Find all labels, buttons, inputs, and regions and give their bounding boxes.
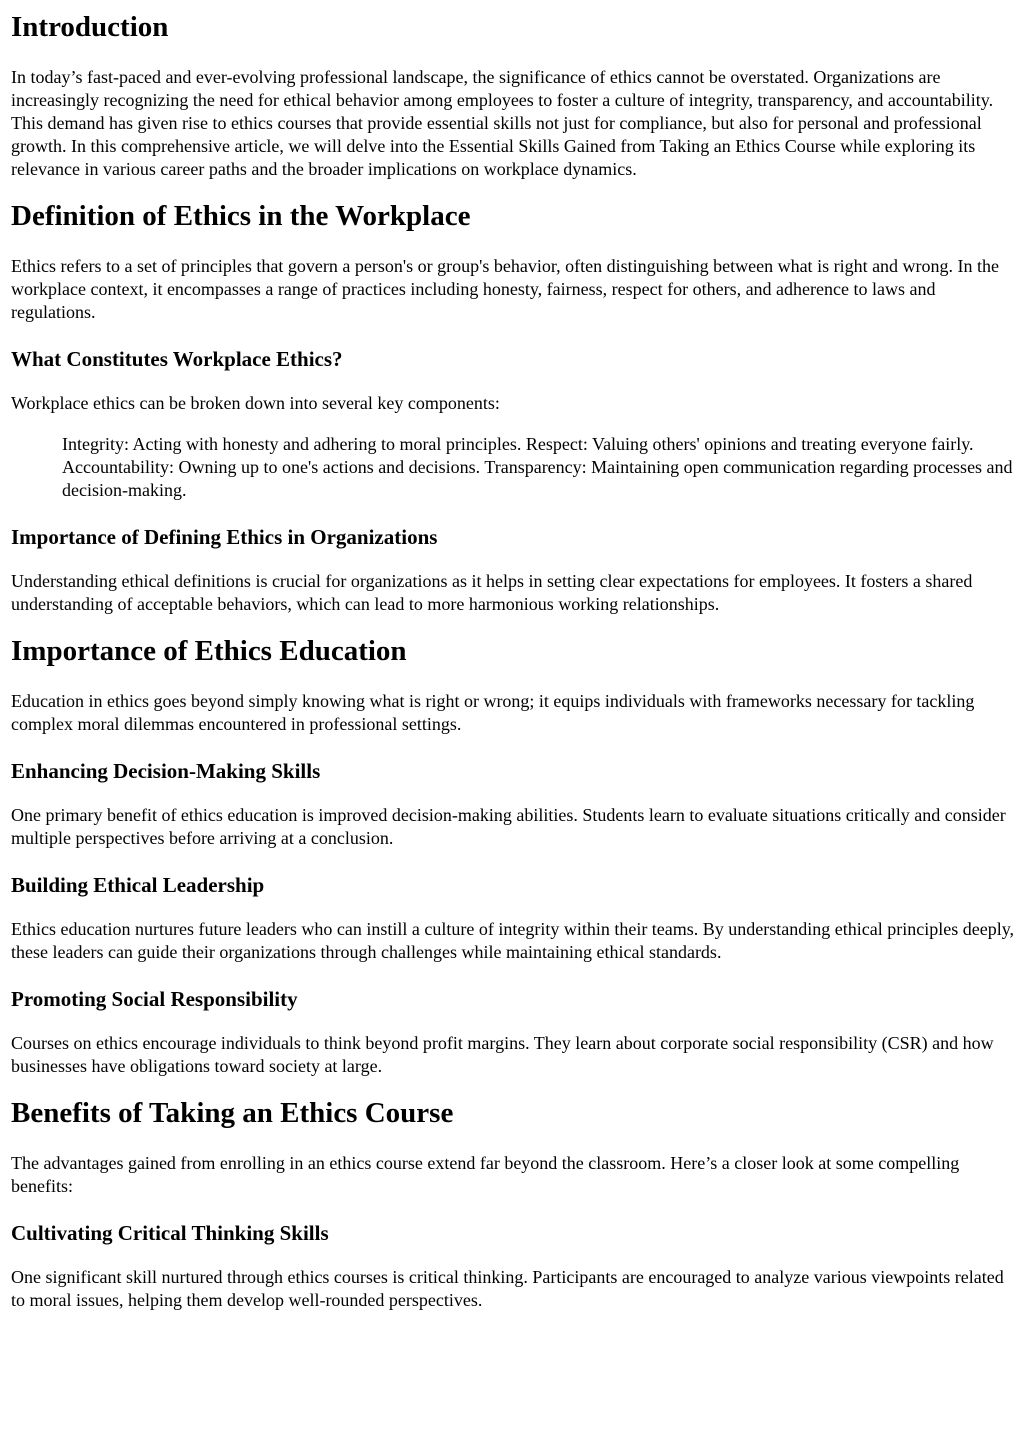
subheading-decision-making: Enhancing Decision-Making Skills	[11, 759, 321, 783]
section-heading-definition: Definition of Ethics in the Workplace	[11, 200, 471, 232]
workplace-ethics-components: Integrity: Acting with honesty and adhering to moral principles. Respect: Valuing others' opinions and treating everyone fairly. Accountability: Owning up to one's actions and decisions. Transparency: Maintaining open communication regarding processes and decision-making.	[62, 434, 1013, 500]
definition-paragraph: Ethics refers to a set of principles that govern a person's or group's behavior, often distinguishing between what is right and wrong. In the workplace context, it encompasses a range of practices including honesty, fairness, respect for others, and adherence to laws and regulations.	[11, 256, 1000, 322]
section-heading-introduction: Introduction	[11, 11, 169, 43]
critical-thinking-paragraph: One significant skill nurtured through ethics courses is critical thinking. Participants are encouraged to analyze various viewpoints related to moral issues, helping them develop well-rounded perspectives.	[11, 1267, 1004, 1310]
section-heading-education: Importance of Ethics Education	[11, 635, 407, 667]
workplace-ethics-paragraph: Workplace ethics can be broken down into several key components:	[11, 393, 500, 413]
subheading-social-responsibility: Promoting Social Responsibility	[11, 987, 298, 1011]
subheading-leadership: Building Ethical Leadership	[11, 873, 265, 897]
social-responsibility-paragraph: Courses on ethics encourage individuals to think beyond profit margins. They learn about corporate social responsibility (CSR) and how businesses have obligations toward society at large.	[11, 1033, 994, 1076]
section-heading-benefits: Benefits of Taking an Ethics Course	[11, 1097, 454, 1129]
intro-paragraph: In today’s fast-paced and ever-evolving professional landscape, the significance of ethics cannot be overstated. Organizations are increasingly recognizing the need for ethical behavior among employees to foster a culture of integrity, transparency, and accountability. This demand has given rise to ethics courses that provide essential skills not just for compliance, but also for personal and professional growth. In this comprehensive article, we will delve into the Essential Skills Gained from Taking an Ethics Course while exploring its relevance in various career paths and the broader implications on workplace dynamics.	[11, 67, 994, 179]
education-paragraph: Education in ethics goes beyond simply knowing what is right or wrong; it equips individuals with frameworks necessary for tackling complex moral dilemmas encountered in professional settings.	[11, 691, 975, 734]
decision-making-paragraph: One primary benefit of ethics education is improved decision-making abilities. Students learn to evaluate situations critically and consider multiple perspectives before arriving at a conclusion.	[11, 805, 1006, 848]
subheading-defining-ethics: Importance of Defining Ethics in Organizations	[11, 525, 438, 549]
leadership-paragraph: Ethics education nurtures future leaders who can instill a culture of integrity within their teams. By understanding ethical principles deeply, these leaders can guide their organizations through challenges while maintaining ethical standards.	[11, 919, 1015, 962]
subheading-workplace-ethics: What Constitutes Workplace Ethics?	[11, 347, 343, 371]
article	[0, 10, 1024, 1312]
subheading-critical-thinking: Cultivating Critical Thinking Skills	[11, 1221, 329, 1245]
defining-ethics-paragraph: Understanding ethical definitions is crucial for organizations as it helps in setting clear expectations for employees. It fosters a shared understanding of acceptable behaviors, which can lead to more harmonious working relationships.	[11, 571, 973, 614]
benefits-paragraph: The advantages gained from enrolling in an ethics course extend far beyond the classroom. Here’s a closer look at some compelling benefits:	[11, 1153, 960, 1196]
